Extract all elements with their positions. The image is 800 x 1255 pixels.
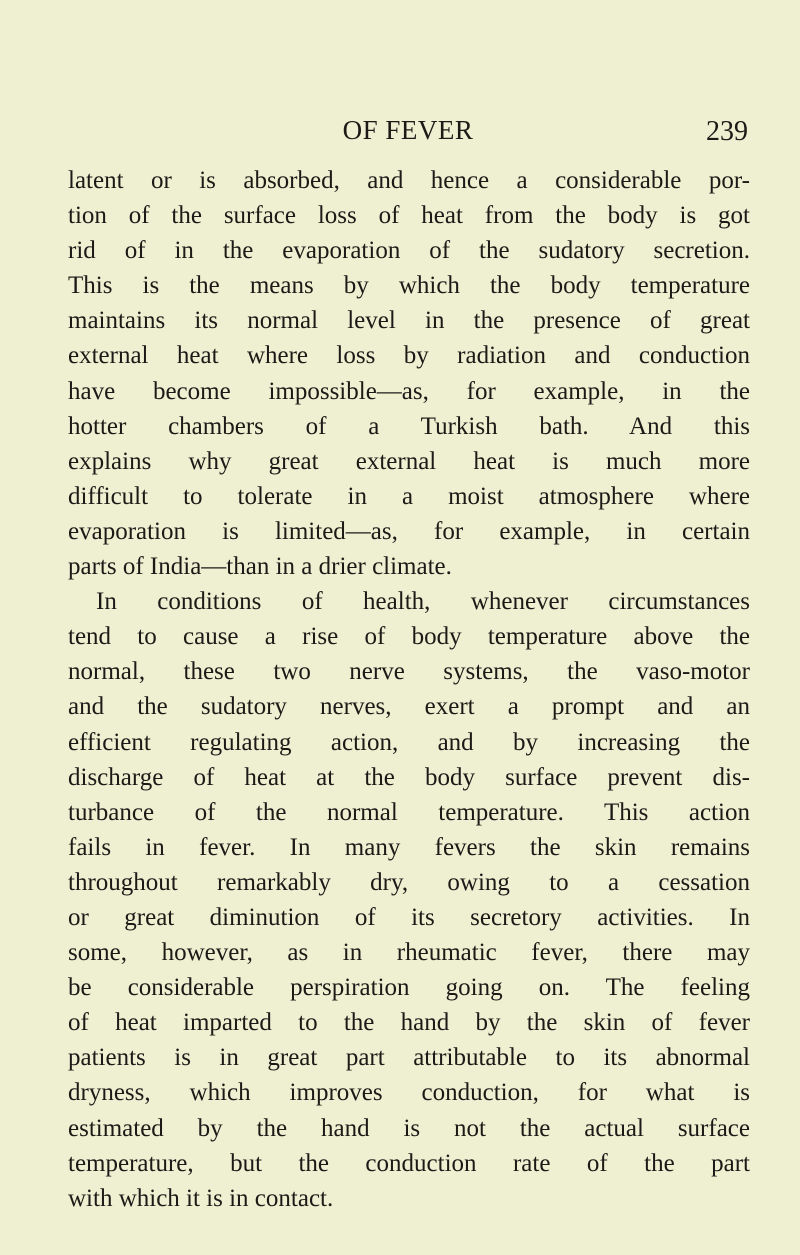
text-line: patients is in great part attributable to its abnormal bbox=[68, 1044, 750, 1072]
text-line: efficient regulating action, and by increasing the bbox=[68, 728, 750, 756]
text-line: fails in fever. In many fevers the skin remains bbox=[68, 833, 750, 861]
text-line: have become impossible—as, for example, in the bbox=[68, 377, 750, 405]
running-head-title: OF FEVER bbox=[342, 115, 474, 145]
text-line: latent or is absorbed, and hence a considerable por- bbox=[68, 167, 750, 194]
text-line: be considerable perspiration going on. The feeling bbox=[68, 974, 750, 1002]
text-line: discharge of heat at the body surface prevent dis- bbox=[68, 763, 750, 791]
text-line: normal, these two nerve systems, the vaso-motor bbox=[68, 658, 750, 686]
text-line: of heat imparted to the hand by the skin of fever bbox=[68, 1009, 750, 1037]
text-line: some, however, as in rheumatic fever, there may bbox=[68, 939, 750, 967]
text-line: maintains its normal level in the presence of great bbox=[68, 307, 750, 335]
text-line: estimated by the hand is not the actual surface bbox=[68, 1114, 750, 1142]
paragraph-end-line: with which it is in contact. bbox=[68, 1184, 334, 1212]
body-text bbox=[68, 163, 750, 1216]
text-line: tion of the surface loss of heat from the body is got bbox=[68, 202, 750, 230]
text-line: or great diminution of its secretory activities. In bbox=[68, 903, 750, 931]
text-line: evaporation is limited—as, for example, in certain bbox=[68, 517, 750, 545]
text-line: explains why great external heat is much more bbox=[68, 447, 750, 475]
text-line: temperature, but the conduction rate of the part bbox=[68, 1149, 750, 1177]
text-line: throughout remarkably dry, owing to a cessation bbox=[68, 868, 750, 896]
text-line: rid of in the evaporation of the sudatory secretion. bbox=[68, 237, 750, 265]
text-line: This is the means by which the body temperature bbox=[68, 272, 750, 300]
text-line: dryness, which improves conduction, for what is bbox=[68, 1079, 750, 1107]
running-head bbox=[68, 112, 748, 148]
text-line: and the sudatory nerves, exert a prompt and an bbox=[68, 693, 750, 721]
paragraph-start-line: In conditions of health, whenever circumstances bbox=[96, 588, 750, 616]
text-line: difficult to tolerate in a moist atmosphere where bbox=[68, 482, 750, 510]
text-line: external heat where loss by radiation and conduction bbox=[68, 342, 750, 370]
text-line: turbance of the normal temperature. This action bbox=[68, 798, 750, 826]
paragraph-end-line: parts of India—than in a drier climate. bbox=[68, 553, 452, 581]
page-number: 239 bbox=[706, 116, 748, 147]
text-line: hotter chambers of a Turkish bath. And this bbox=[68, 412, 750, 440]
text-line: tend to cause a rise of body temperature above the bbox=[68, 623, 750, 651]
